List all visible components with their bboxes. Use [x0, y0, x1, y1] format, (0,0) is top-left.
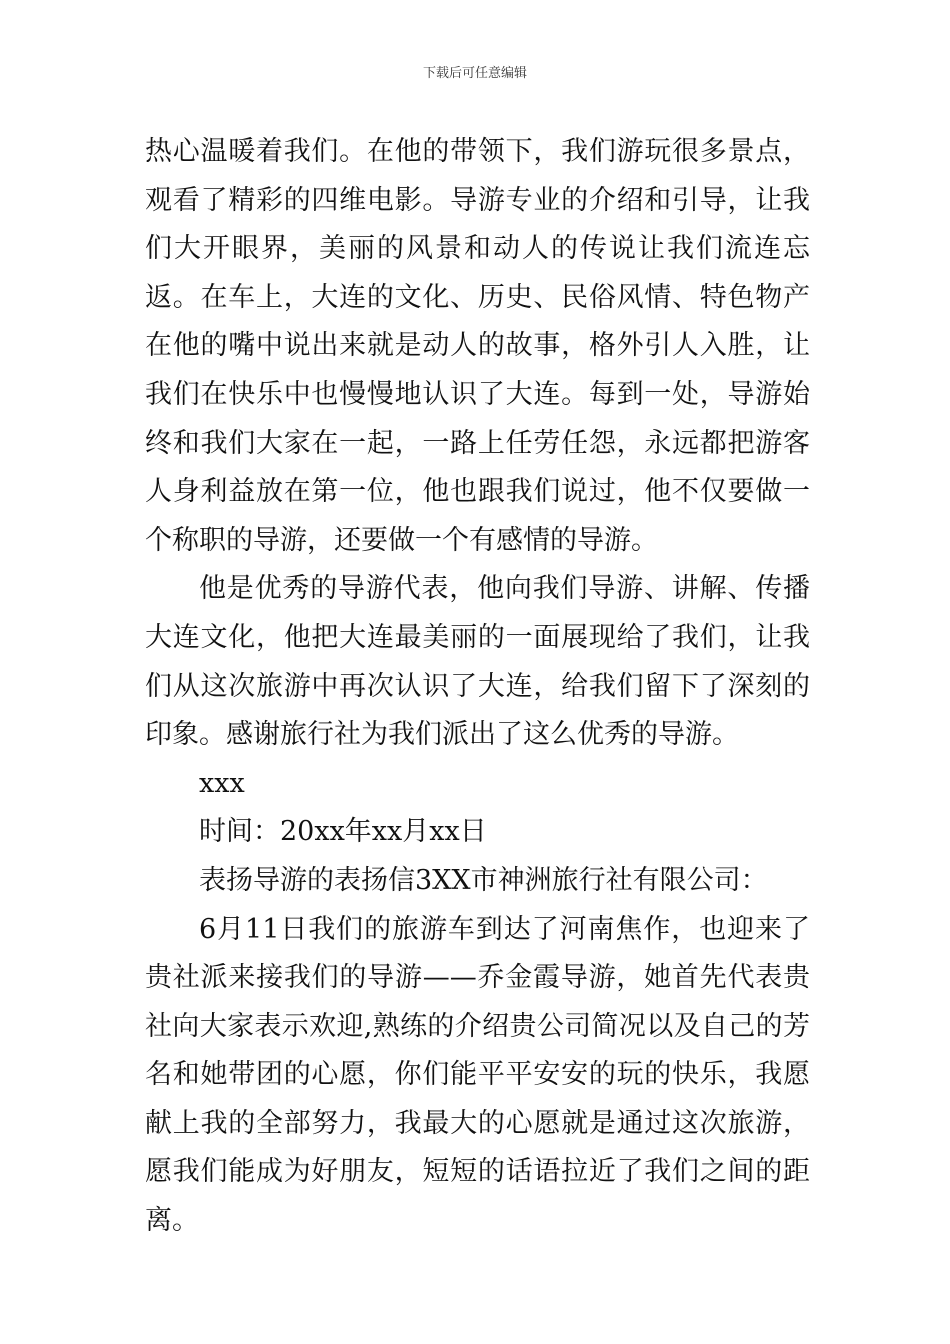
- page-header: 下载后可任意编辑: [422, 66, 527, 81]
- paragraph: 热心温暖着我们。在他的带领下，我们游玩很多景点，观看了精彩的四维电影。导游专业的介绍和引导，让我们大开眼界，美丽的风景和动人的传说让我们流连忘返。在车上，大连的文化、历史、民俗风情、特色物产在他的嘴中说出来就是动人的故事，格外引人入胜，让我们在快乐中也慢慢地认识了大连。每到一处，导游始终和我们大家在一起，一路上任劳任怨，永远都把游客人身利益放在第一位，他也跟我们说过，他不仅要做一个称职的导游，还要做一个有感情的导游。: [145, 136, 810, 556]
- signature-name: xxx: [199, 767, 245, 799]
- document-body: [145, 128, 810, 1246]
- letter-heading: 表扬导游的表扬信3XX市神洲旅行社有限公司：: [199, 864, 768, 896]
- paragraph: 6月11日我们的旅游车到达了河南焦作，也迎来了贵社派来接我们的导游——乔金霞导游，她首先代表贵社向大家表示欢迎,熟练的介绍贵公司简况以及自己的芳名和她带团的心愿，你们能平平安安的玩的快乐，我愿献上我的全部努力，我最大的心愿就是通过这次旅游，愿我们能成为好朋友，短短的话语拉近了我们之间的距离。: [145, 913, 810, 1237]
- date-line: 时间：20xx年xx月xx日: [199, 816, 487, 848]
- paragraph: 他是优秀的导游代表，他向我们导游、讲解、传播大连文化，他把大连最美丽的一面展现给了我们，让我们从这次旅游中再次认识了大连，给我们留下了深刻的印象。感谢旅行社为我们派出了这么优秀的导游。: [145, 573, 810, 751]
